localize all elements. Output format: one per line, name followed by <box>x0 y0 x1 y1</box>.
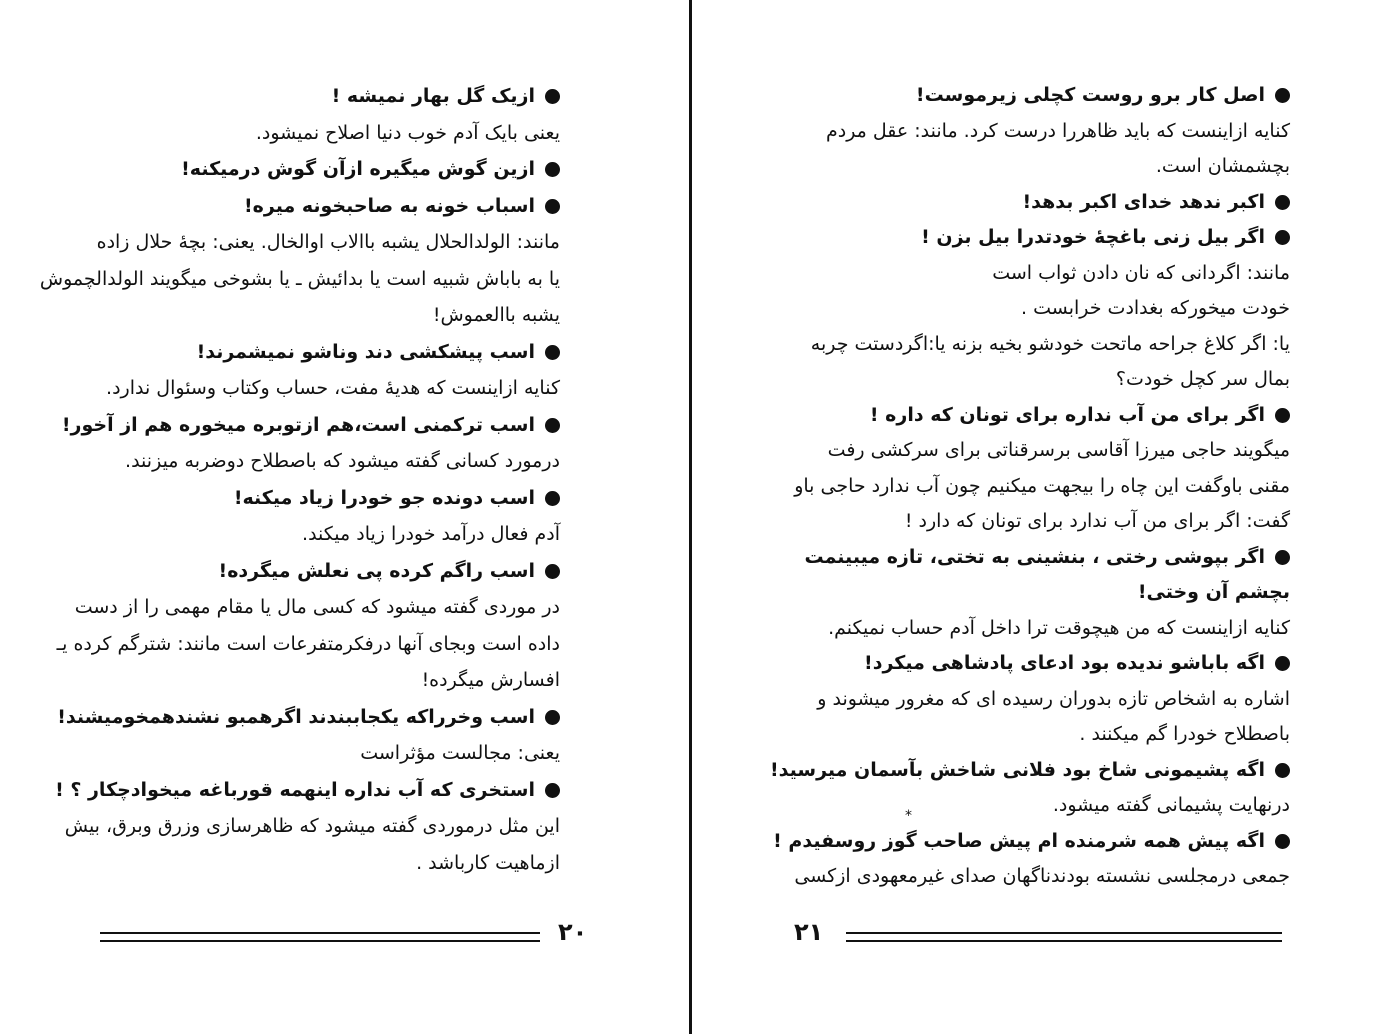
footer-rule <box>846 940 1282 942</box>
line-text: مقنی باوگفت این چاه را بیجهت میکنیم چون آب ندارد حاجی باو <box>794 474 1290 497</box>
bullet-icon <box>1275 408 1290 423</box>
bullet-icon <box>1275 656 1290 671</box>
text-line <box>96 224 560 261</box>
book-spine <box>689 0 692 1034</box>
text-line <box>100 516 560 553</box>
bullet-icon <box>545 345 560 360</box>
proverb-line <box>100 553 560 590</box>
line-text: جمعی درمجلسی نشسته بودندناگهان صدای غیرمعهودی ازکسی <box>794 865 1290 887</box>
bullet-icon <box>545 710 560 725</box>
bullet-icon <box>1275 550 1290 565</box>
text-line <box>780 504 1290 540</box>
line-text: این مثل درموردی گفته میشود که ظاهرسازی وزرق وبرق، بیش <box>64 815 560 837</box>
text-line <box>780 362 1290 398</box>
proverb-line <box>780 398 1290 434</box>
text-line <box>100 297 560 334</box>
line-text: کنایه ازاینست که باید ظاهررا درست کرد. مانند: عقل مردم <box>825 119 1290 142</box>
line-text: اگه باباشو ندیده بود ادعای پادشاهی میکرد! <box>864 652 1265 674</box>
text-line <box>780 788 1290 824</box>
line-text: درنهایت پشیمانی گفته میشود. <box>1052 794 1290 816</box>
text-line <box>780 717 1290 753</box>
line-text: بمال سر کچل خودت؟ <box>1115 368 1290 390</box>
line-text: اسب پیشکشی دند وناشو نمیشمرند! <box>196 340 535 363</box>
text-line <box>100 845 560 882</box>
proverb-line <box>100 151 560 188</box>
line-text: در موردی گفته میشود که کسی مال یا مقام مهمی را از دست <box>74 596 560 618</box>
text-line <box>780 291 1290 327</box>
line-text: استخری که آب نداره اینهمه قورباغه میخوادچکار ؟ ! <box>55 778 535 801</box>
line-text: ازیک گل بهار نمیشه ! <box>331 85 535 107</box>
text-line <box>100 662 560 699</box>
line-text: میگویند حاجی میرزا آقاسی برسرقناتی برای سرکشی رفت <box>827 439 1290 461</box>
proverb-line <box>100 480 560 517</box>
proverb-line <box>100 334 560 371</box>
line-text: اکبر ندهد خدای اکبر بدهد! <box>1022 190 1265 213</box>
line-text: ازماهیت کارباشد . <box>416 851 560 874</box>
text-line <box>780 327 1290 363</box>
text-line <box>39 261 560 298</box>
line-text: اگه پیش همه شرمنده ام پیش صاحب گوز روسفیدم ! <box>773 829 1265 852</box>
text-line <box>780 859 1290 895</box>
line-text: اسب دونده جو خودرا زیاد میکنه! <box>233 486 535 509</box>
bullet-icon <box>545 418 560 433</box>
line-text: کنایه ازاینست که هدیهٔ مفت، حساب وکتاب وسئوال ندارد. <box>106 377 560 399</box>
line-text: اشاره به اشخاص تازه بدوران رسیده ای که مغرور میشوند و <box>817 687 1290 710</box>
line-text: داده است وبجای آنها درفکرمتفرعات است مانند: شترگم کرده یـ <box>56 632 560 655</box>
page-number-right: ۲۱ <box>794 918 824 946</box>
line-text: اسب وخرراکه یکجاببندند اگرهمبو نشندهمخومیشند! <box>57 705 535 728</box>
text-line <box>780 433 1290 469</box>
proverb-line <box>100 188 560 225</box>
line-text: یعنی بایک آدم خوب دنیا اصلاح نمیشود. <box>255 121 560 144</box>
bullet-icon <box>545 783 560 798</box>
footnote-mark: * <box>905 808 912 824</box>
proverb-line <box>780 646 1290 682</box>
line-text: درمورد کسانی گفته میشود که باصطلاح دوضربه میزنند. <box>125 450 560 472</box>
proverb-line <box>780 540 1290 576</box>
right-footer <box>790 918 1290 948</box>
bullet-icon <box>545 491 560 506</box>
line-text: کنایه ازاینست که من هیچوقت ترا داخل آدم حساب نمیکنم. <box>828 616 1290 639</box>
footer-rule <box>100 932 540 934</box>
text-line <box>780 575 1290 611</box>
line-text: آدم فعال درآمد خودرا زیاد میکند. <box>302 523 560 545</box>
proverb-line <box>57 699 560 736</box>
line-text: اسب ترکمنی است،هم ازتوبره میخوره هم از آخور! <box>61 413 535 436</box>
proverb-line <box>100 78 560 115</box>
proverb-line <box>770 753 1290 789</box>
line-text: یشبه باالعموش! <box>432 304 560 326</box>
line-text: اسباب خونه به صاحبخونه میره! <box>244 194 535 217</box>
line-text: اصل کار برو روست کچلی زیرموست! <box>915 84 1265 106</box>
line-text: بچشمشان است. <box>1155 155 1290 177</box>
text-line <box>780 611 1290 647</box>
proverb-line <box>780 185 1290 221</box>
text-line <box>780 469 1290 505</box>
line-text: مانند: الولدالحلال یشبه باالاب اوالخال. یعنی: بچهٔ حلال زاده <box>96 231 560 253</box>
proverb-line <box>773 824 1290 860</box>
bullet-icon <box>1275 195 1290 210</box>
line-text: اگر بیل زنی باغچهٔ خودتدرا بیل بزن ! <box>921 226 1265 248</box>
footer-rule <box>100 940 540 942</box>
line-text: بچشم آن وختی! <box>1137 581 1290 603</box>
line-text: خودت میخورکه بغدادت خرابست . <box>1021 297 1290 319</box>
left-footer <box>100 918 600 948</box>
right-page <box>770 78 1290 895</box>
line-text: اگر برای من آب نداره برای تونان که داره ! <box>869 403 1265 426</box>
bullet-icon <box>1275 834 1290 849</box>
bullet-icon <box>1275 763 1290 778</box>
text-line <box>64 808 560 845</box>
text-line <box>100 370 560 407</box>
text-line <box>100 443 560 480</box>
bullet-icon <box>545 564 560 579</box>
text-line <box>100 115 560 152</box>
proverb-line <box>55 772 560 809</box>
line-text: اسب راگم کرده پی نعلش میگرده! <box>218 559 535 582</box>
text-line <box>780 149 1290 185</box>
text-line <box>74 589 560 626</box>
bullet-icon <box>1275 88 1290 103</box>
line-text: یا به باباش شبیه است یا بدائیش ـ یا بشوخی میگویند الولدالچموش <box>39 267 560 290</box>
line-text: مانند: اگردانی که نان دادن ثواب است <box>992 261 1290 284</box>
line-text: افسارش میگرده! <box>421 669 560 691</box>
proverb-line <box>780 78 1290 114</box>
bullet-icon <box>545 162 560 177</box>
bullet-icon <box>1275 230 1290 245</box>
text-line <box>780 114 1290 150</box>
bullet-icon <box>545 199 560 214</box>
text-line <box>780 682 1290 718</box>
line-text: اگر بپوشی رختی ، بنشینی به تختی، تازه میبینمت <box>804 545 1265 568</box>
line-text: یا: اگر کلاغ جراحه ماتحت خودشو بخیه بزنه یا:اگردستت چربه <box>810 332 1290 355</box>
line-text: اگه پشیمونی شاخ بود فلانی شاخش بآسمان میرسید! <box>770 758 1265 781</box>
bullet-icon <box>545 89 560 104</box>
page-number-left: ۲۰ <box>558 918 588 946</box>
text-line <box>56 626 560 663</box>
footer-rule <box>846 932 1282 934</box>
proverb-line <box>780 220 1290 256</box>
line-text: یعنی: مجالست مؤثراست <box>360 742 560 764</box>
left-page <box>39 78 560 881</box>
proverb-line <box>61 407 560 444</box>
line-text: ازین گوش میگیره ازآن گوش درمیکنه! <box>181 158 535 180</box>
line-text: باصطلاح خودرا گم میکنند . <box>1079 723 1290 745</box>
text-line <box>100 735 560 772</box>
line-text: گفت: اگر برای من آب ندارد برای تونان که دارد ! <box>904 510 1290 532</box>
text-line <box>780 256 1290 292</box>
